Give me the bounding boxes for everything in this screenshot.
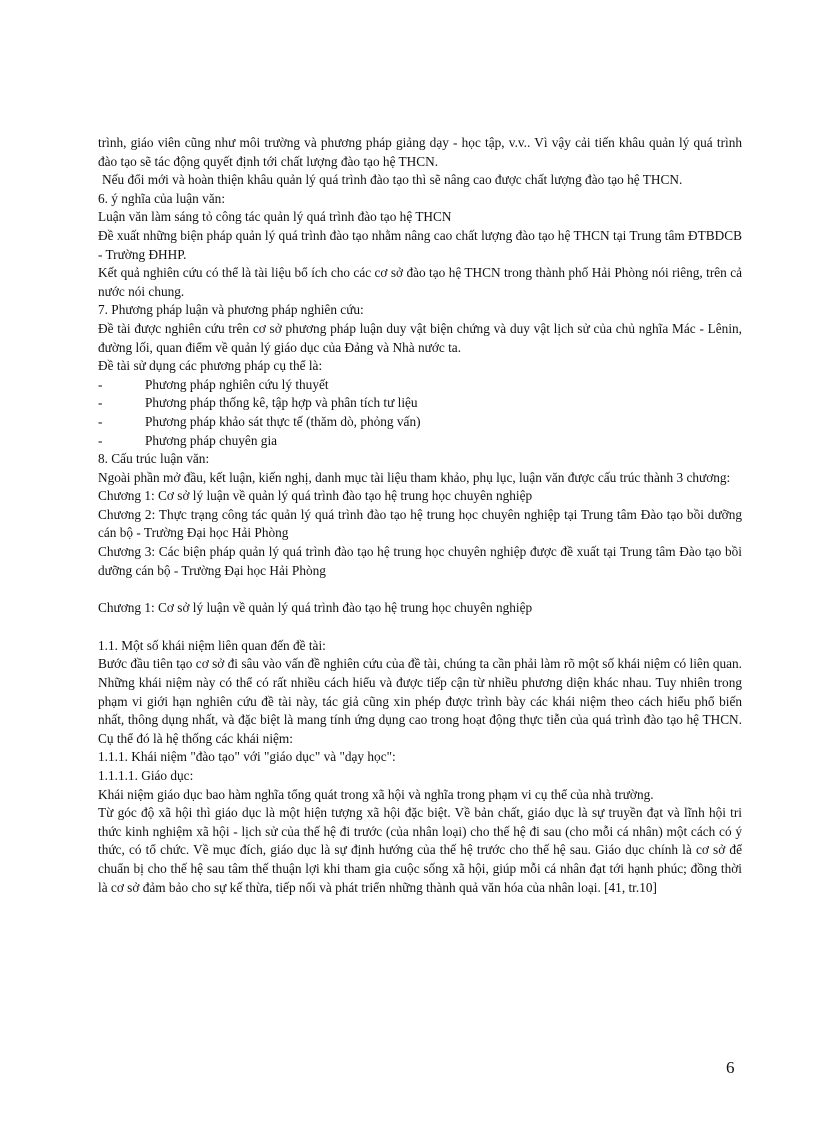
- paragraph: Ngoài phần mở đầu, kết luận, kiến nghị, danh mục tài liệu tham khảo, phụ lục, luận văn được cấu trúc thành 3 chương:: [98, 469, 731, 485]
- section-heading-1-1: 1.1. Một số khái niệm liên quan đến đề tài:: [98, 637, 326, 653]
- section-heading-6: 6. ý nghĩa của luận văn:: [98, 190, 226, 206]
- bullet-dash: -: [98, 432, 103, 448]
- list-item: [98, 376, 742, 395]
- list-item: [98, 432, 742, 451]
- list-item-text: Phương pháp thống kê, tập hợp và phân tích tư liệu: [145, 395, 418, 411]
- subsection-heading: 1.1.1. Khái niệm "đào tạo" với "giáo dục" và "dạy học":: [98, 749, 396, 765]
- section-heading-7: 7. Phương pháp luận và phương pháp nghiên cứu:: [98, 302, 364, 318]
- spacer: [98, 618, 742, 637]
- paragraph: Luận văn làm sáng tỏ công tác quản lý quá trình đào tạo hệ THCN: [98, 209, 452, 225]
- chapter-title: Chương 1: Cơ sở lý luận về quản lý quá trình đào tạo hệ trung học chuyên nghiệp: [98, 600, 533, 616]
- chapter-item: Chương 3: Các biện pháp quản lý quá trình đào tạo hệ trung học chuyên nghiệp được đề xuất tại Trung tâm Đào tạo bồi dưỡng cán bộ - Trường Đại học Hải Phòng: [98, 544, 742, 578]
- paragraph: trình, giáo viên cũng như môi trường và phương pháp giảng dạy - học tập, v.v.. Vì vậy cải tiến khâu quản lý quá trình đào tạo sẽ tác động quyết định tới chất lượng đào tạo hệ THCN.: [98, 135, 742, 169]
- spacer: [98, 580, 742, 599]
- chapter-item: Chương 1: Cơ sở lý luận về quản lý quá trình đào tạo hệ trung học chuyên nghiệp: [98, 488, 533, 504]
- list-item: [98, 394, 742, 413]
- document-body: [98, 134, 742, 897]
- paragraph: Từ góc độ xã hội thì giáo dục là một hiện tượng xã hội đặc biệt. Về bản chất, giáo dục là sự truyền đạt và lĩnh hội tri thức kinh nghiệm xã hội - lịch sử của thế hệ đi trước (của nhân loại) cho thế hệ đi sau (cho mỗi cá nhân) một cách có ý thức, có tổ chức. Về mục đích, giáo dục là sự định hướng của thế hệ trước cho thế hệ sau. Giáo dục chính là cơ sở để chuẩn bị cho thế hệ sau tâm thế thuận lợi khi tham gia cuộc sống xã hội, giúp mỗi cá nhân đạt tới hạnh phúc; đồng thời là cơ sở đảm bảo cho sự kế thừa, tiếp nối và phát triển những thành quả văn hóa của nhân loại. [41, tr.10]: [98, 805, 742, 895]
- chapter-item: Chương 2: Thực trạng công tác quản lý quá trình đào tạo hệ trung học chuyên nghiệp tại Trung tâm Đào tạo bồi dưỡng cán bộ - Trường Đại học Hải Phòng: [98, 506, 742, 541]
- bullet-dash: -: [98, 376, 103, 392]
- list-item-text: Phương pháp chuyên gia: [145, 432, 278, 448]
- section-heading-8: 8. Cấu trúc luận văn:: [98, 451, 210, 467]
- paragraph: Bước đầu tiên tạo cơ sở đi sâu vào vấn đề nghiên cứu của đề tài, chúng ta cần phải làm rõ một số khái niệm có liên quan. Những khái niệm này có thể có rất nhiều cách hiểu và được tiếp cận từ nhiều phương diện khác nhau. Tuy nhiên trong phạm vi giới hạn nghiên cứu đề tài này, tác giả cũng xin phép được trình bày các khái niệm theo cách hiểu phổ biến nhất, thông dụng nhất, và đặc biệt là mang tính ứng dụng cao trong hoạt động thực tiễn của quá trình đào tạo hệ THCN. Cụ thể đó là hệ thống các khái niệm:: [98, 656, 742, 746]
- list-item-text: Phương pháp khảo sát thực tế (thăm dò, phỏng vấn): [145, 413, 421, 429]
- paragraph: Đề tài sử dụng các phương pháp cụ thể là:: [98, 358, 323, 374]
- list-item-text: Phương pháp nghiên cứu lý thuyết: [145, 376, 329, 392]
- paragraph: Đề tài được nghiên cứu trên cơ sở phương pháp luận duy vật biện chứng và duy vật lịch sử của chủ nghĩa Mác - Lênin, đường lối, quan điểm về quản lý giáo dục của Đảng và Nhà nước ta.: [98, 320, 742, 355]
- paragraph: Đề xuất những biện pháp quản lý quá trình đào tạo nhằm nâng cao chất lượng đào tạo hệ THCN tại Trung tâm ĐTBDCB - Trường ĐHHP.: [98, 227, 742, 262]
- page-number: 6: [726, 1058, 735, 1077]
- bullet-dash: -: [98, 395, 103, 411]
- subsubsection-heading: 1.1.1.1. Giáo dục:: [98, 768, 194, 783]
- paragraph: Kết quả nghiên cứu có thể là tài liệu bổ ích cho các cơ sở đào tạo hệ THCN trong thành phố Hải Phòng nói riêng, trên cả nước nói chung.: [98, 265, 742, 299]
- paragraph: Khái niệm giáo dục bao hàm nghĩa tổng quát trong xã hội và nghĩa trong phạm vi cụ thể của nhà trường.: [98, 786, 654, 802]
- paragraph: Nếu đổi mới và hoàn thiện khâu quản lý quá trình đào tạo thì sẽ nâng cao được chất lượng đào tạo hệ THCN.: [102, 172, 683, 188]
- list-item: [98, 413, 742, 432]
- bullet-dash: -: [98, 413, 103, 429]
